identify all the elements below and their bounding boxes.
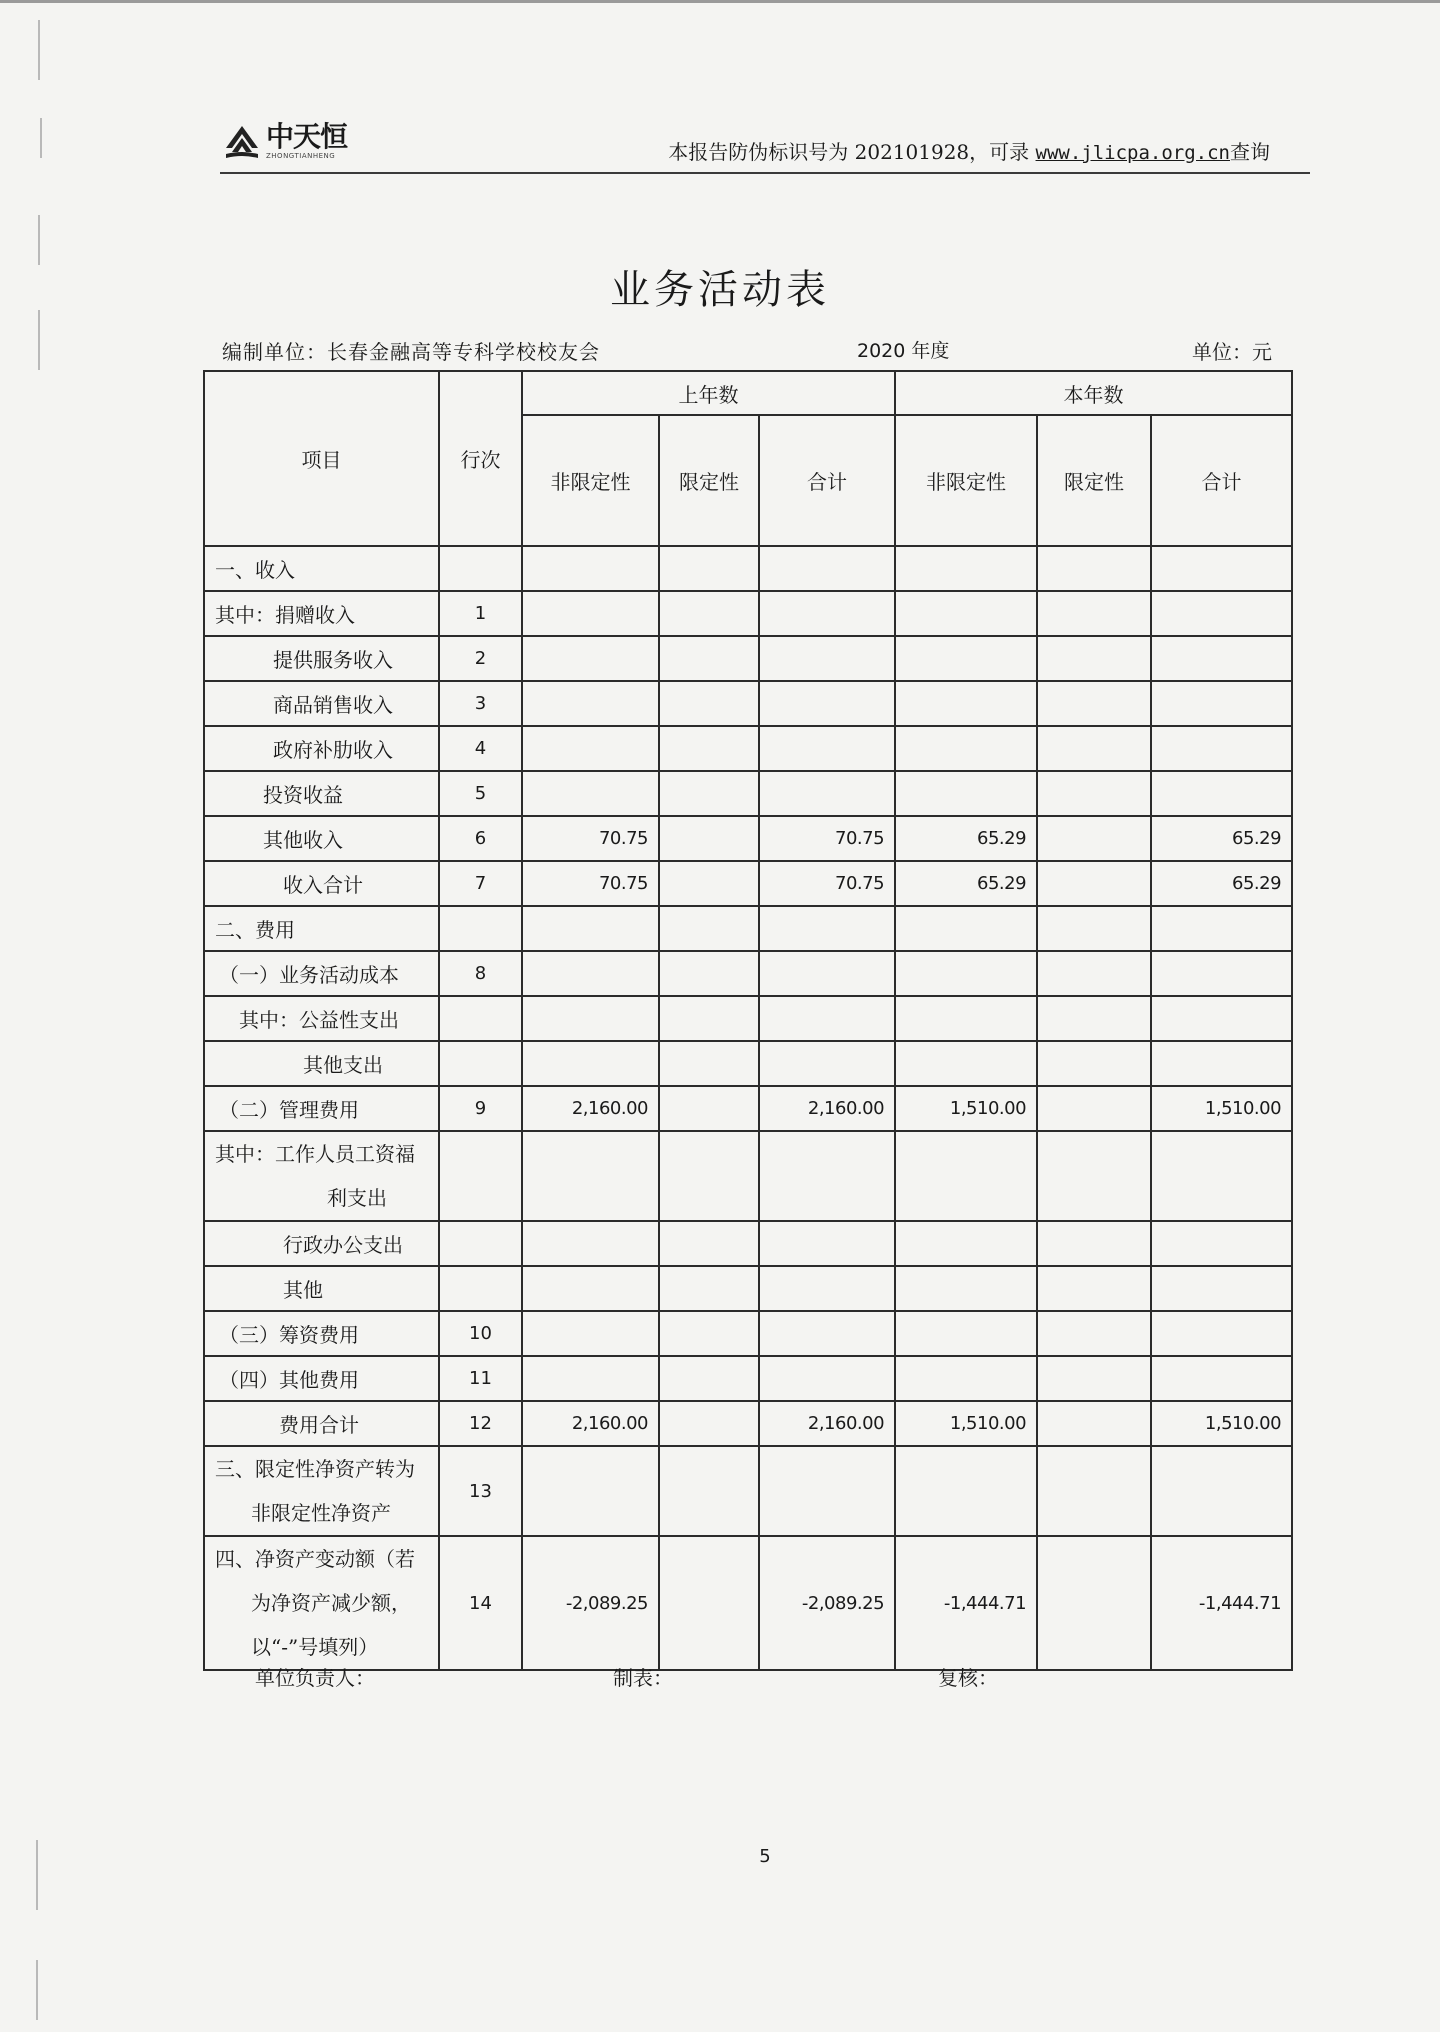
prior-total-cell: -2,089.25 xyxy=(759,1536,895,1670)
row-label xyxy=(204,1131,439,1221)
prior-total-cell xyxy=(759,996,895,1041)
current-unrestricted-cell xyxy=(895,1041,1037,1086)
current-total-cell xyxy=(1151,771,1292,816)
current-total-cell: 65.29 xyxy=(1151,861,1292,906)
row-label: 其他收入 xyxy=(204,816,439,861)
prior-unrestricted-cell: -2,089.25 xyxy=(522,1536,659,1670)
current-total-cell xyxy=(1151,1221,1292,1266)
current-restricted-cell xyxy=(1037,1041,1151,1086)
activities-table xyxy=(203,370,1293,1671)
scan-mark xyxy=(40,118,42,158)
current-total-cell xyxy=(1151,1266,1292,1311)
prior-unrestricted-cell xyxy=(522,996,659,1041)
row-label: 其中：公益性支出 xyxy=(204,996,439,1041)
prior-restricted-cell xyxy=(659,1131,759,1221)
row-label: 其中：捐赠收入 xyxy=(204,591,439,636)
current-restricted-cell xyxy=(1037,546,1151,591)
current-unrestricted-cell: 65.29 xyxy=(895,861,1037,906)
row-line-no: 4 xyxy=(439,726,522,771)
row-label: 其他支出 xyxy=(204,1041,439,1086)
current-restricted-cell xyxy=(1037,591,1151,636)
row-label-line: 四、净资产变动额（若 xyxy=(215,1547,415,1571)
row-line-no xyxy=(439,996,522,1041)
current-total-cell xyxy=(1151,1041,1292,1086)
page-top-edge xyxy=(0,0,1440,3)
current-unrestricted-cell xyxy=(895,546,1037,591)
table-row xyxy=(204,1266,1292,1311)
row-label: 一、收入 xyxy=(204,546,439,591)
row-line-no: 1 xyxy=(439,591,522,636)
prior-restricted-cell xyxy=(659,546,759,591)
table-row xyxy=(204,1131,1292,1221)
prior-unrestricted-cell xyxy=(522,1311,659,1356)
prior-total-cell: 70.75 xyxy=(759,861,895,906)
row-line-no: 8 xyxy=(439,951,522,996)
header-current-restricted: 限定性 xyxy=(1037,415,1151,546)
row-line-no: 11 xyxy=(439,1356,522,1401)
prior-restricted-cell xyxy=(659,861,759,906)
currency-unit: 单位：元 xyxy=(1192,340,1272,364)
prior-total-cell xyxy=(759,1311,895,1356)
current-total-cell xyxy=(1151,1311,1292,1356)
current-total-cell xyxy=(1151,681,1292,726)
page-number: 5 xyxy=(759,1846,771,1867)
prior-restricted-cell xyxy=(659,1221,759,1266)
row-line-no xyxy=(439,1266,522,1311)
current-restricted-cell xyxy=(1037,861,1151,906)
header-rule xyxy=(220,172,1310,174)
current-total-cell xyxy=(1151,546,1292,591)
current-restricted-cell xyxy=(1037,1131,1151,1221)
header-line-no: 行次 xyxy=(439,371,522,546)
current-restricted-cell xyxy=(1037,1266,1151,1311)
table-row xyxy=(204,1356,1292,1401)
logo-name: 中天恒 xyxy=(266,120,348,153)
current-restricted-cell xyxy=(1037,1356,1151,1401)
prior-total-cell xyxy=(759,1266,895,1311)
prior-restricted-cell xyxy=(659,951,759,996)
prior-total-cell xyxy=(759,591,895,636)
prior-unrestricted-cell xyxy=(522,546,659,591)
current-unrestricted-cell xyxy=(895,1356,1037,1401)
prior-total-cell: 70.75 xyxy=(759,816,895,861)
verification-link[interactable]: www.jlicpa.org.cn xyxy=(1035,142,1230,164)
prior-total-cell xyxy=(759,906,895,951)
row-line-no: 5 xyxy=(439,771,522,816)
row-label: 行政办公支出 xyxy=(204,1221,439,1266)
prior-restricted-cell xyxy=(659,681,759,726)
table-row xyxy=(204,861,1292,906)
table-row xyxy=(204,1041,1292,1086)
current-unrestricted-cell xyxy=(895,636,1037,681)
current-unrestricted-cell xyxy=(895,1311,1037,1356)
prior-total-cell xyxy=(759,1041,895,1086)
header-current-unrestricted: 非限定性 xyxy=(895,415,1037,546)
current-total-cell xyxy=(1151,951,1292,996)
table-row xyxy=(204,816,1292,861)
prior-restricted-cell xyxy=(659,636,759,681)
row-line-no: 14 xyxy=(439,1536,522,1670)
table-row xyxy=(204,771,1292,816)
current-total-cell xyxy=(1151,1131,1292,1221)
table-row xyxy=(204,1401,1292,1446)
reviewer-signature: 复核： xyxy=(938,1666,998,1690)
prior-restricted-cell xyxy=(659,726,759,771)
current-total-cell: 1,510.00 xyxy=(1151,1401,1292,1446)
row-line-no xyxy=(439,1041,522,1086)
prior-total-cell xyxy=(759,636,895,681)
prior-total-cell xyxy=(759,1446,895,1536)
antifraud-notice xyxy=(668,136,1270,165)
prior-unrestricted-cell xyxy=(522,1266,659,1311)
row-label: 费用合计 xyxy=(204,1401,439,1446)
row-label xyxy=(204,1536,439,1670)
current-unrestricted-cell xyxy=(895,771,1037,816)
prior-unrestricted-cell xyxy=(522,1446,659,1536)
firm-logo xyxy=(222,122,347,162)
row-line-no: 7 xyxy=(439,861,522,906)
prior-unrestricted-cell xyxy=(522,1131,659,1221)
row-label-line: 以“-”号填列） xyxy=(251,1635,379,1659)
logo-subtitle: ZHONGTIANHENG xyxy=(266,152,336,160)
table-row xyxy=(204,1446,1292,1536)
prior-restricted-cell xyxy=(659,591,759,636)
firm-logo-icon xyxy=(222,122,262,162)
prior-unrestricted-cell xyxy=(522,906,659,951)
table-row xyxy=(204,681,1292,726)
prior-unrestricted-cell xyxy=(522,591,659,636)
table-row xyxy=(204,591,1292,636)
header-item: 项目 xyxy=(204,371,439,546)
header-current-total: 合计 xyxy=(1151,415,1292,546)
prior-restricted-cell xyxy=(659,1041,759,1086)
current-total-cell xyxy=(1151,1356,1292,1401)
current-restricted-cell xyxy=(1037,1221,1151,1266)
row-label: （一）业务活动成本 xyxy=(204,951,439,996)
current-restricted-cell xyxy=(1037,771,1151,816)
statement-meta xyxy=(222,336,1272,366)
prior-unrestricted-cell xyxy=(522,1356,659,1401)
prior-unrestricted-cell xyxy=(522,771,659,816)
row-label-line: 其中：工作人员工资福 xyxy=(215,1142,415,1166)
current-unrestricted-cell: 1,510.00 xyxy=(895,1401,1037,1446)
prior-unrestricted-cell: 70.75 xyxy=(522,861,659,906)
header-prior-unrestricted: 非限定性 xyxy=(522,415,659,546)
prior-total-cell xyxy=(759,771,895,816)
unit-head-signature: 单位负责人： xyxy=(255,1666,375,1690)
prior-restricted-cell xyxy=(659,1356,759,1401)
current-total-cell: 1,510.00 xyxy=(1151,1086,1292,1131)
prior-restricted-cell xyxy=(659,816,759,861)
table-row xyxy=(204,636,1292,681)
prior-unrestricted-cell: 70.75 xyxy=(522,816,659,861)
row-line-no: 10 xyxy=(439,1311,522,1356)
row-label: 收入合计 xyxy=(204,861,439,906)
scan-mark xyxy=(36,1960,38,2020)
current-restricted-cell xyxy=(1037,816,1151,861)
current-unrestricted-cell xyxy=(895,1266,1037,1311)
antifraud-suffix: 查询 xyxy=(1230,140,1270,164)
current-restricted-cell xyxy=(1037,1536,1151,1670)
row-line-no xyxy=(439,546,522,591)
current-total-cell: -1,444.71 xyxy=(1151,1536,1292,1670)
statement-title: 业务活动表 xyxy=(610,267,830,313)
current-restricted-cell xyxy=(1037,636,1151,681)
antifraud-prefix: 本报告防伪标识号为 202101928，可录 xyxy=(668,140,1036,164)
current-unrestricted-cell xyxy=(895,681,1037,726)
prior-restricted-cell xyxy=(659,1536,759,1670)
row-line-no xyxy=(439,1131,522,1221)
prior-restricted-cell xyxy=(659,1311,759,1356)
current-unrestricted-cell xyxy=(895,951,1037,996)
prior-unrestricted-cell xyxy=(522,681,659,726)
prior-total-cell xyxy=(759,726,895,771)
current-total-cell xyxy=(1151,1446,1292,1536)
current-total-cell: 65.29 xyxy=(1151,816,1292,861)
scan-mark xyxy=(38,310,40,370)
scan-mark xyxy=(38,20,40,80)
prior-unrestricted-cell: 2,160.00 xyxy=(522,1401,659,1446)
current-total-cell xyxy=(1151,636,1292,681)
prior-total-cell xyxy=(759,1131,895,1221)
current-unrestricted-cell xyxy=(895,726,1037,771)
row-line-no xyxy=(439,906,522,951)
prior-restricted-cell xyxy=(659,996,759,1041)
row-label-line: 非限定性净资产 xyxy=(251,1501,391,1525)
row-label: 商品销售收入 xyxy=(204,681,439,726)
row-label: （二）管理费用 xyxy=(204,1086,439,1131)
row-label: 提供服务收入 xyxy=(204,636,439,681)
current-unrestricted-cell xyxy=(895,591,1037,636)
row-label: （三）筹资费用 xyxy=(204,1311,439,1356)
current-restricted-cell xyxy=(1037,726,1151,771)
current-restricted-cell xyxy=(1037,1311,1151,1356)
prior-total-cell: 2,160.00 xyxy=(759,1401,895,1446)
current-restricted-cell xyxy=(1037,906,1151,951)
row-line-no: 3 xyxy=(439,681,522,726)
prior-total-cell xyxy=(759,681,895,726)
table-row xyxy=(204,951,1292,996)
prior-restricted-cell xyxy=(659,906,759,951)
current-restricted-cell xyxy=(1037,681,1151,726)
row-label: 政府补肋收入 xyxy=(204,726,439,771)
row-label xyxy=(204,1446,439,1536)
current-unrestricted-cell: 1,510.00 xyxy=(895,1086,1037,1131)
current-total-cell xyxy=(1151,591,1292,636)
prior-restricted-cell xyxy=(659,1446,759,1536)
preparer-signature: 制表： xyxy=(613,1666,673,1690)
row-label-line: 利支出 xyxy=(327,1186,387,1210)
row-line-no: 12 xyxy=(439,1401,522,1446)
header-prior-year: 上年数 xyxy=(522,371,895,415)
row-label-line: 为净资产减少额， xyxy=(251,1591,411,1615)
prior-unrestricted-cell xyxy=(522,1221,659,1266)
prior-total-cell xyxy=(759,1356,895,1401)
prior-total-cell: 2,160.00 xyxy=(759,1086,895,1131)
table-row xyxy=(204,1536,1292,1670)
prior-unrestricted-cell xyxy=(522,726,659,771)
row-label: （四）其他费用 xyxy=(204,1356,439,1401)
row-label: 二、费用 xyxy=(204,906,439,951)
table-row xyxy=(204,996,1292,1041)
current-restricted-cell xyxy=(1037,1446,1151,1536)
report-header xyxy=(220,118,1310,174)
prior-restricted-cell xyxy=(659,1086,759,1131)
reporting-period: 2020 年度 xyxy=(857,340,950,362)
header-prior-restricted: 限定性 xyxy=(659,415,759,546)
current-unrestricted-cell: 65.29 xyxy=(895,816,1037,861)
current-total-cell xyxy=(1151,906,1292,951)
prior-unrestricted-cell xyxy=(522,636,659,681)
current-restricted-cell xyxy=(1037,1086,1151,1131)
row-line-no: 6 xyxy=(439,816,522,861)
header-current-year: 本年数 xyxy=(895,371,1292,415)
row-line-no: 2 xyxy=(439,636,522,681)
table-row xyxy=(204,546,1292,591)
table-row xyxy=(204,1311,1292,1356)
prior-total-cell xyxy=(759,1221,895,1266)
row-label: 其他 xyxy=(204,1266,439,1311)
current-total-cell xyxy=(1151,996,1292,1041)
prior-restricted-cell xyxy=(659,1266,759,1311)
table-row xyxy=(204,906,1292,951)
current-restricted-cell xyxy=(1037,951,1151,996)
preparing-unit: 编制单位：长春金融高等专科学校校友会 xyxy=(222,340,600,364)
current-unrestricted-cell: -1,444.71 xyxy=(895,1536,1037,1670)
prior-total-cell xyxy=(759,546,895,591)
current-unrestricted-cell xyxy=(895,1221,1037,1266)
current-unrestricted-cell xyxy=(895,996,1037,1041)
prior-total-cell xyxy=(759,951,895,996)
current-unrestricted-cell xyxy=(895,1446,1037,1536)
prior-restricted-cell xyxy=(659,1401,759,1446)
row-line-no: 9 xyxy=(439,1086,522,1131)
row-label: 投资收益 xyxy=(204,771,439,816)
table-row xyxy=(204,726,1292,771)
current-unrestricted-cell xyxy=(895,1131,1037,1221)
current-restricted-cell xyxy=(1037,1401,1151,1446)
row-label-line: 三、限定性净资产转为 xyxy=(215,1457,415,1481)
header-prior-total: 合计 xyxy=(759,415,895,546)
current-total-cell xyxy=(1151,726,1292,771)
current-restricted-cell xyxy=(1037,996,1151,1041)
table-row xyxy=(204,1221,1292,1266)
row-line-no xyxy=(439,1221,522,1266)
prior-unrestricted-cell xyxy=(522,951,659,996)
table-row xyxy=(204,1086,1292,1131)
prior-unrestricted-cell xyxy=(522,1041,659,1086)
prior-restricted-cell xyxy=(659,771,759,816)
row-line-no: 13 xyxy=(439,1446,522,1536)
current-unrestricted-cell xyxy=(895,906,1037,951)
prior-unrestricted-cell: 2,160.00 xyxy=(522,1086,659,1131)
